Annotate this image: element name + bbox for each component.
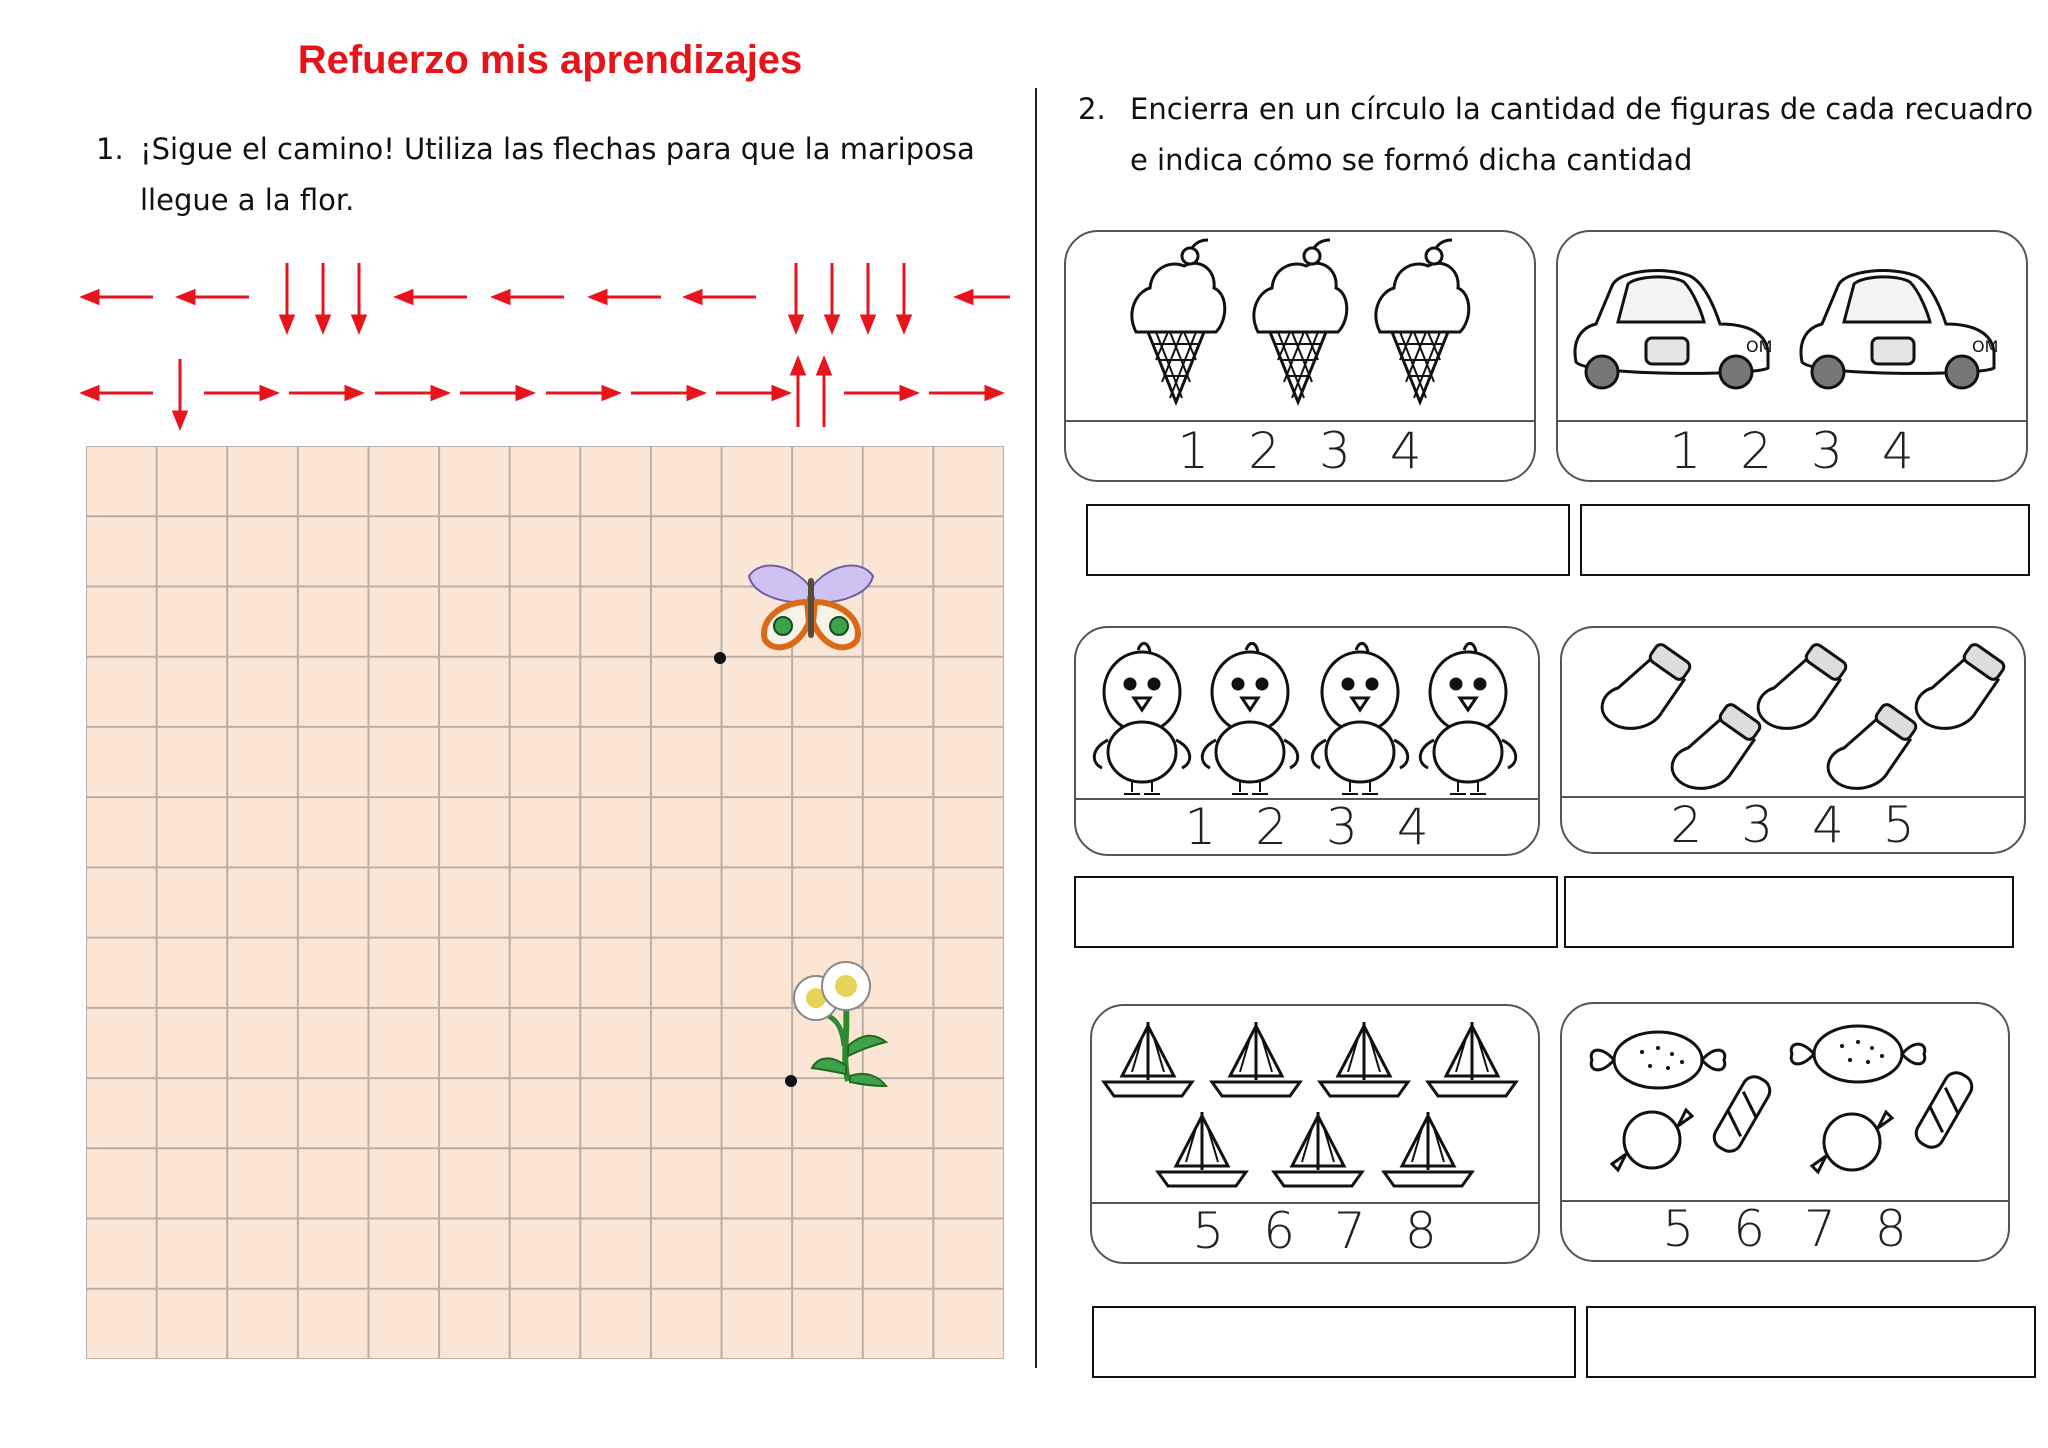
arrow-right-icon bbox=[460, 387, 532, 399]
arrow-left-icon bbox=[686, 291, 756, 303]
card-number-row bbox=[1562, 1200, 2008, 1258]
card-candy bbox=[1560, 1002, 2010, 1262]
arrow-right-icon bbox=[204, 387, 276, 399]
arrow-down-icon bbox=[826, 263, 838, 331]
answer-box-car[interactable] bbox=[1580, 504, 2030, 576]
number-option[interactable]: 1 bbox=[1177, 422, 1211, 480]
arrow-down-icon bbox=[317, 263, 329, 331]
flower-end-dot bbox=[785, 1075, 797, 1087]
number-option[interactable]: 4 bbox=[1881, 422, 1915, 480]
chick-icons bbox=[1076, 628, 1538, 798]
arrow-up-icon bbox=[792, 359, 804, 427]
card-number-row bbox=[1066, 422, 1534, 480]
butterfly-start-dot bbox=[714, 652, 726, 664]
arrow-left-icon bbox=[957, 291, 1010, 303]
number-option[interactable]: 8 bbox=[1874, 1200, 1908, 1258]
column-divider bbox=[1035, 88, 1037, 1368]
ice-cream-icons bbox=[1066, 232, 1534, 420]
arrow-right-icon bbox=[844, 387, 916, 399]
number-option[interactable]: 3 bbox=[1741, 796, 1774, 854]
arrow-row-1 bbox=[83, 263, 1010, 331]
question-2-line-2: e indica cómo se formó dicha cantidad bbox=[1130, 143, 1693, 177]
boat-icons bbox=[1092, 1006, 1538, 1202]
arrow-right-icon bbox=[929, 387, 1001, 399]
number-option[interactable]: 4 bbox=[1389, 422, 1423, 480]
number-option[interactable]: 7 bbox=[1804, 1200, 1837, 1258]
answer-box-ice-cream[interactable] bbox=[1086, 504, 1570, 576]
arrow-down-icon bbox=[862, 263, 874, 331]
card-ice-cream bbox=[1064, 230, 1536, 482]
arrow-right-icon bbox=[631, 387, 703, 399]
answer-box-chick[interactable] bbox=[1074, 876, 1558, 948]
card-sock bbox=[1560, 626, 2026, 854]
arrow-left-icon bbox=[494, 291, 564, 303]
candy-icons bbox=[1562, 1004, 2008, 1200]
arrow-down-icon bbox=[174, 359, 186, 427]
number-option[interactable]: 4 bbox=[1396, 798, 1430, 856]
card-number-row bbox=[1076, 798, 1538, 856]
sock-icons bbox=[1562, 628, 2024, 796]
question-1-number: 1. bbox=[96, 132, 124, 166]
question-1-line-1: ¡Sigue el camino! Utiliza las flechas para que la mariposa bbox=[140, 132, 975, 166]
number-option[interactable]: 2 bbox=[1255, 798, 1288, 856]
arrow-down-icon bbox=[790, 263, 802, 331]
arrow-rows bbox=[80, 255, 1010, 435]
arrow-right-icon bbox=[289, 387, 361, 399]
card-chick bbox=[1074, 626, 1540, 856]
arrow-left-icon bbox=[83, 387, 153, 399]
card-car bbox=[1556, 230, 2028, 482]
number-option[interactable]: 3 bbox=[1326, 798, 1359, 856]
arrow-right-icon bbox=[375, 387, 447, 399]
number-option[interactable]: 3 bbox=[1811, 422, 1844, 480]
arrow-right-icon bbox=[716, 387, 788, 399]
number-option[interactable]: 2 bbox=[1248, 422, 1281, 480]
number-option[interactable]: 2 bbox=[1740, 422, 1773, 480]
card-boat bbox=[1090, 1004, 1540, 1264]
svg-text:OM: OM bbox=[1746, 337, 1773, 356]
svg-text:OM: OM bbox=[1972, 337, 1999, 356]
number-option[interactable]: 1 bbox=[1669, 422, 1703, 480]
arrow-left-icon bbox=[591, 291, 661, 303]
number-option[interactable]: 4 bbox=[1812, 796, 1845, 854]
number-option[interactable]: 7 bbox=[1334, 1202, 1367, 1260]
card-number-row bbox=[1562, 796, 2024, 854]
number-option[interactable]: 5 bbox=[1662, 1200, 1696, 1258]
arrow-left-icon bbox=[179, 291, 249, 303]
question-1-line-2: llegue a la flor. bbox=[140, 183, 355, 217]
arrow-right-icon bbox=[546, 387, 618, 399]
answer-box-sock[interactable] bbox=[1564, 876, 2014, 948]
question-2-number: 2. bbox=[1078, 92, 1106, 126]
card-number-row bbox=[1558, 422, 2026, 480]
answer-box-boat[interactable] bbox=[1092, 1306, 1576, 1378]
arrow-up-icon bbox=[818, 359, 830, 427]
number-option[interactable]: 8 bbox=[1404, 1202, 1438, 1260]
number-option[interactable]: 2 bbox=[1670, 796, 1704, 854]
arrow-down-icon bbox=[281, 263, 293, 331]
number-option[interactable]: 5 bbox=[1192, 1202, 1226, 1260]
answer-box-candy[interactable] bbox=[1586, 1306, 2036, 1378]
arrow-down-icon bbox=[353, 263, 365, 331]
number-option[interactable]: 6 bbox=[1263, 1202, 1296, 1260]
number-option[interactable]: 5 bbox=[1882, 796, 1916, 854]
arrow-left-icon bbox=[397, 291, 467, 303]
number-option[interactable]: 6 bbox=[1733, 1200, 1766, 1258]
page-title: Refuerzo mis aprendizajes bbox=[297, 38, 803, 82]
car-icons bbox=[1558, 232, 2026, 420]
number-option[interactable]: 3 bbox=[1319, 422, 1352, 480]
card-number-row bbox=[1092, 1202, 1538, 1260]
arrow-down-icon bbox=[898, 263, 910, 331]
path-grid bbox=[86, 446, 1004, 1359]
arrow-row-2 bbox=[83, 359, 1001, 427]
number-option[interactable]: 1 bbox=[1184, 798, 1218, 856]
question-2-line-1: Encierra en un círculo la cantidad de figuras de cada recuadro bbox=[1130, 92, 2034, 126]
arrow-left-icon bbox=[83, 291, 153, 303]
